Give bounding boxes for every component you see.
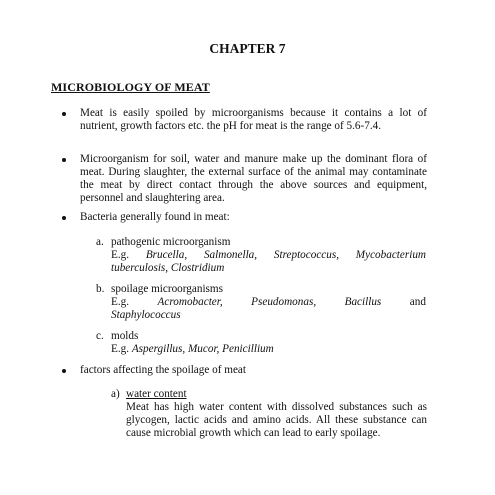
bullet-icon [62,216,66,220]
chapter-title: CHAPTER 7 [209,41,286,56]
examples-text: Brucella, Salmonella, Streptococcus, Mycobacterium tuberculosis, Clostridium [111,249,427,274]
subitem-examples [111,249,426,275]
bullet-text: Meat is easily spoiled by microorganisms because it contains a lot of nutrient, growth factors etc. the pH for meat is the range of 5.6-7.4. [80,107,427,132]
subitem-marker: b. [96,283,105,295]
example-word: Acromobacter, [157,296,223,308]
bullet-text: Bacteria generally found in meat: [80,211,230,223]
bullet-icon [62,112,66,116]
example-word: Bacillus [344,296,382,308]
bullet-item [62,364,427,377]
bullet-icon [62,369,66,373]
example-word: Pseudomonas, [251,296,317,308]
subitem-marker: a. [96,236,104,248]
examples-text: Aspergillus, Mucor, Penicillium [131,343,274,355]
eg-label: E.g. [111,249,130,261]
subitem-examples [111,343,426,356]
factor-water-content [111,388,427,440]
eg-label: E.g. [111,296,130,308]
bullet-item [62,153,427,205]
subitem-title: pathogenic microorganism [111,236,231,248]
bullet-text: factors affecting the spoilage of meat [80,364,246,376]
subitem-pathogenic [96,236,426,275]
subitem-spoilage [96,283,426,322]
bullet-item [62,211,427,224]
eg-label: E.g. [111,343,130,355]
bullet-text: Microorganism for soil, water and manure make up the dominant flora of meat. During slaughter, the external surface of the animal may contaminate the meat by direct contact through the above sources and equipment, personnel and slaughtering area. [80,153,427,204]
subitem-title: molds [111,330,139,342]
bullet-item [62,107,427,133]
subitem-marker: c. [96,330,104,342]
subitem-title: spoilage microorganisms [111,283,223,295]
subitem-examples [111,296,426,309]
subitem-molds [96,330,426,356]
example-word: and [409,296,426,308]
bullet-icon [62,158,66,162]
section-title: MICROBIOLOGY OF MEAT [51,80,210,94]
factor-marker: a) [111,388,120,400]
examples-text: Staphylococcus [111,309,181,321]
factor-title: water content [126,388,187,400]
factor-text: Meat has high water content with dissolved substances such as glycogen, lactic acids and amino acids. All these substance can cause microbial growth which can lead to early spoilage. [126,401,427,439]
